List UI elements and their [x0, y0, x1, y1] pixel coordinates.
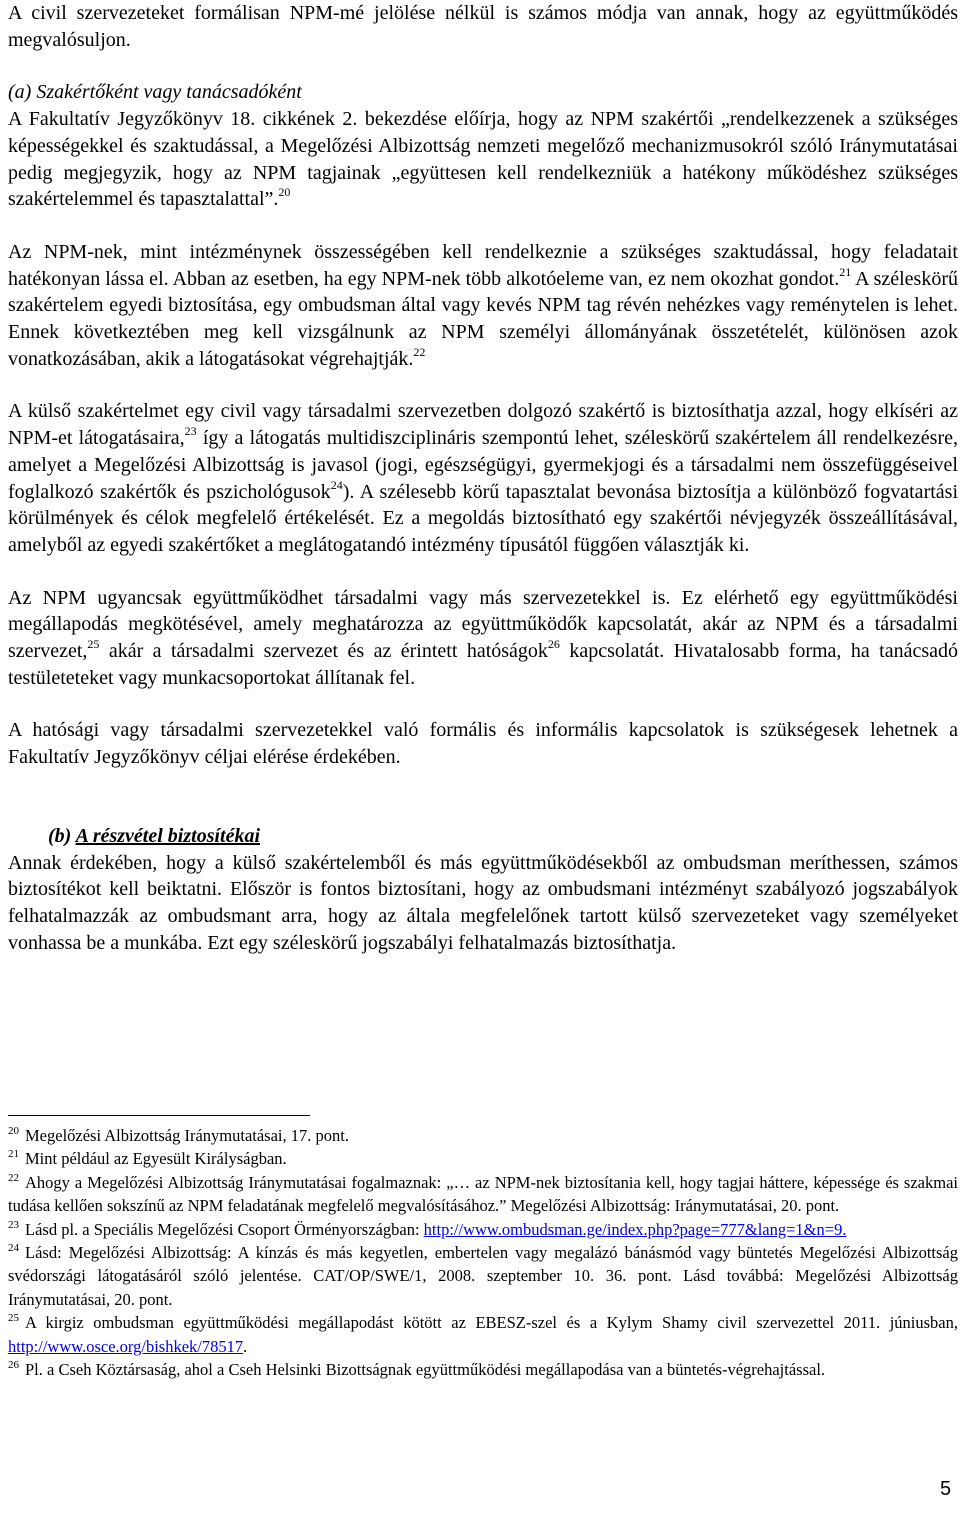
- section-a-heading: (a) Szakértőként vagy tanácsadóként: [8, 81, 302, 104]
- footnote-text: Lásd: Megelőzési Albizottság: A kínzás és más kegyetlen, embertelen vagy megalázó bánásmód vagy büntetés Megelőzési Albizottság svédországi látogatásáról szóló jelentése. CAT/OP/SWE/1, 2008. szeptember 10. 36. pont. Lásd továbbá: Megelőzési Albizottság Iránymutatásai, 20. pont.: [8, 1243, 958, 1309]
- footnote-number: 23: [8, 1218, 19, 1231]
- section-a-paragraph-4: [8, 585, 958, 692]
- footnote-ref-25[interactable]: 25: [87, 637, 100, 652]
- document-page: [8, 0, 958, 956]
- text: Az NPM ugyancsak együttműködhet társadalmi vagy más szervezetekkel is. Ez elérhető egy együttműködési megállapodás megkötésével, amely meghatározza az együttműködők kapcsolatát, akár az NPM és a társadalmi szervezet,: [8, 586, 958, 663]
- footnote-ref-26[interactable]: 26: [547, 637, 560, 652]
- section-a-paragraph-5: A hatósági vagy társadalmi szervezetekkel való formális és informális kapcsolatok is szükségesek lehetnek a Fakultatív Jegyzőkönyv céljai elérése érdekében.: [8, 719, 958, 769]
- footnote-23: [8, 1218, 958, 1241]
- footnote-text-end: .: [243, 1336, 248, 1356]
- footnote-number: 24: [8, 1242, 19, 1255]
- text: kapcsolatát. Hivatalosabb forma, ha tanácsadó testületeteket vagy munkacsoportokat állítanak fel.: [8, 640, 959, 689]
- footnote-link[interactable]: http://www.ombudsman.ge/index.php?page=777&lang=1&n=9.: [423, 1219, 847, 1239]
- footnote-text: A kirgiz ombudsman együttműködési megállapodást kötött az EBESZ-szel és a Kylym Shamy civil szervezettel 2011. júniusban,: [25, 1313, 958, 1333]
- footnote-ref-24[interactable]: 24: [330, 477, 343, 492]
- intro-paragraph: A civil szervezeteket formálisan NPM-mé jelölése nélkül is számos módja van annak, hogy az együttműködés megvalósuljon.: [8, 2, 958, 51]
- footnote-22: [8, 1171, 958, 1218]
- footnote-text: Ahogy a Megelőzési Albizottság Iránymutatásai fogalmaznak: „… az NPM-nek biztosítania kell, hogy tagjai háttere, képessége és szakmai tudása kellően sokszínű az NPM feladatának megfelelő megvalósításához.” Megelőzési Albizottság: Iránymutatásai, 20. pont.: [8, 1172, 958, 1216]
- footnote-20: [8, 1124, 958, 1147]
- section-a-paragraph-2: [8, 239, 958, 373]
- footnote-text: Megelőzési Albizottság Iránymutatásai, 17. pont.: [25, 1126, 349, 1145]
- footnote-text: Lásd pl. a Speciális Megelőzési Csoport Örményországban:: [25, 1219, 420, 1239]
- text: így a látogatás multidiszciplináris szempontú lehet, széleskörű szakértelem áll rendelkezésre, amelyet a Megelőzési Albizottság is javasol (jogi, egészségügyi, gyermekjogi és a társadalmi nem összefüggéseivel foglalkozó szakértők és pszichológusok: [8, 427, 959, 503]
- text: Az NPM-nek, mint intézménynek összességében kell rendelkeznie a szükséges szaktudással, hogy feladatait hatékonyan lássa el. Abban az esetben, ha egy NPM-nek több alkotóeleme van, ez nem okozhat gondot.: [8, 240, 958, 290]
- text: ). A szélesebb körű tapasztalat bevonása biztosítja a különböző fogvatartási körülmények és célok megfelelő értékelését. Ez a megoldás biztosítható egy szakértői névjegyzék összeállításával, amelyből az egyedi szakértőket a meglátogatandó intézmény típusától függően választják ki.: [8, 480, 958, 556]
- footnote-26: [8, 1358, 958, 1381]
- page-number: 5: [940, 1478, 952, 1500]
- footnote-25: [8, 1311, 958, 1358]
- footnote-number: 20: [8, 1125, 19, 1137]
- footnote-ref-21[interactable]: 21: [839, 264, 852, 279]
- section-a-paragraph-1: [8, 106, 958, 213]
- footnote-number: 21: [8, 1148, 19, 1161]
- text: A széleskörű szakértelem egyedi biztosítása, egy ombudsman által vagy kevés NPM tag révén nehézkes vagy reménytelen is lehet. Ennek következtében meg kell vizsgálnunk az NPM személyi állományának összetételét, különösen azok vonatkozásában, akik a látogatásokat végrehajtják.: [8, 267, 958, 370]
- section-a-paragraph-3: [8, 398, 958, 558]
- section-b-paragraph-1: Annak érdekében, hogy a külső szakértelemből és más együttműködésekből az ombudsman meríthessen, számos biztosítékot kell beiktatni. Először is fontos biztosítani, hogy az ombudsmani intézményt szabályozó jogszabályok felhatalmazzák az ombudsmant arra, hogy az általa megfelelőnek tartott külső szervezeteket vagy személyeket vonhassa be a munkába. Ezt egy széleskörű jogszabályi felhatalmazás biztosíthatja.: [8, 851, 958, 954]
- footnote-21: [8, 1147, 958, 1170]
- footnote-number: 26: [8, 1359, 19, 1372]
- text: akár a társadalmi szervezet és az érintett hatóságok: [99, 640, 548, 663]
- text: A Fakultatív Jegyzőkönyv 18. cikkének 2. bekezdése előírja, hogy az NPM szakértői „rendelkezzenek a szükséges képességekkel és szaktudással, a Megelőzési Albizottság nemzeti megelőző mechanizmusokról szóló Iránymutatásai pedig megjegyzik, hogy az NPM tagjainak „együttesen kell rendelkezniük a hatékony működéshez szükséges szakértelemmel és tapasztalattal”.: [8, 108, 958, 211]
- text: A külső szakértelmet egy civil vagy társadalmi szervezetben dolgozó szakértő is biztosíthatja azzal, hogy elkíséri az NPM-et látogatásaira,: [8, 400, 958, 450]
- footnote-number: 22: [8, 1171, 19, 1184]
- footnote-ref-20[interactable]: 20: [278, 185, 291, 200]
- footnotes: [8, 1124, 958, 1381]
- section-b-label: (b): [48, 824, 72, 847]
- section-b-title: A részvétel biztosítékai: [75, 824, 261, 847]
- footnote-ref-22[interactable]: 22: [413, 344, 426, 359]
- footnote-number: 25: [8, 1312, 19, 1325]
- footnote-link[interactable]: http://www.osce.org/bishkek/78517: [8, 1336, 244, 1356]
- footnote-text: Pl. a Cseh Köztársaság, ahol a Cseh Helsinki Bizottságnak együttműködési megállapodása van a büntetés-végrehajtással.: [25, 1360, 826, 1380]
- footnote-24: [8, 1241, 958, 1311]
- footnote-ref-23[interactable]: 23: [184, 424, 197, 439]
- footnote-separator: [8, 1115, 310, 1116]
- footnote-text: Mint például az Egyesült Királyságban.: [25, 1149, 287, 1169]
- section-b-heading: [8, 823, 958, 850]
